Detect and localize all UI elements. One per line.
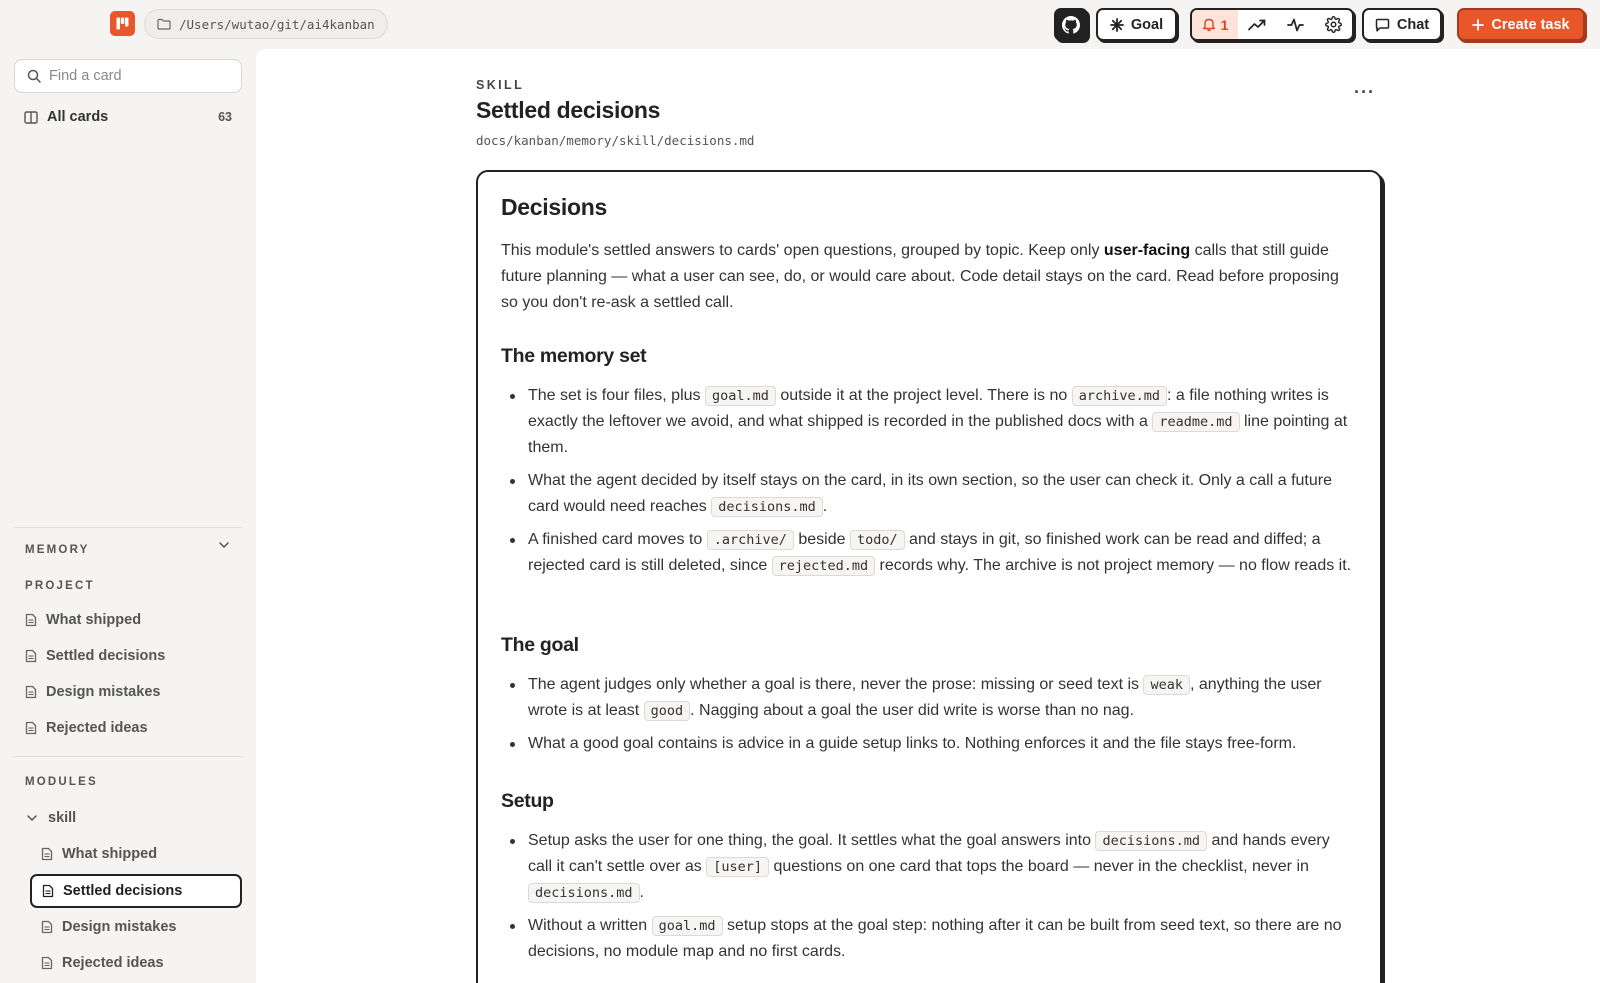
- inline-code: todo/: [850, 530, 905, 550]
- trending-up-icon: [1248, 19, 1266, 31]
- chevron-down-icon: [218, 541, 230, 549]
- text: beside: [793, 531, 850, 548]
- text: line pointing at them.: [528, 413, 1348, 456]
- trends-button[interactable]: [1238, 10, 1276, 39]
- text: This module's settled answers to cards' open questions, grouped by topic. Keep only: [501, 242, 1104, 259]
- nav-item-label: Settled decisions: [46, 648, 166, 664]
- document-icon: [25, 649, 37, 663]
- nav-item-label: What shipped: [46, 612, 142, 628]
- text: Without a written: [528, 917, 652, 934]
- section-heading-goal: The goal: [501, 634, 579, 656]
- columns-icon: [24, 111, 38, 124]
- page-title: Settled decisions: [476, 97, 661, 123]
- nav-item-label: Design mistakes: [46, 684, 161, 700]
- section-heading-setup: Setup: [501, 790, 554, 812]
- module-kicker: SKILL: [476, 78, 525, 92]
- inline-code: decisions.md: [528, 883, 640, 903]
- document-card: [476, 170, 1382, 983]
- text: : a file nothing writes is exactly the leftover we avoid, and what shipped is recorded in the published docs with a: [528, 387, 1329, 430]
- list-item: [501, 383, 1357, 461]
- all-cards-label: All cards: [47, 109, 109, 125]
- text: .: [639, 884, 644, 901]
- text: and hands every call it can't settle over as: [528, 832, 1330, 875]
- inline-code: [user]: [706, 857, 769, 877]
- text: The set is four files, plus: [528, 387, 705, 404]
- search-input[interactable]: [49, 68, 219, 84]
- text: , anything the user wrote is at least: [528, 676, 1322, 719]
- text: The agent judges only whether a goal is there, never the prose: missing or seed text is: [528, 676, 1144, 693]
- project-path-text: /Users/wutao/git/ai4kanban: [179, 16, 375, 32]
- project-item-what-shipped[interactable]: [25, 604, 141, 636]
- nav-item-label: Rejected ideas: [46, 720, 148, 736]
- setup-list: [501, 828, 1357, 972]
- list-item: [501, 913, 1357, 965]
- text: outside it at the project level. There is no: [775, 387, 1072, 404]
- goal-list: [501, 672, 1357, 764]
- memory-section-label: MEMORY: [25, 544, 90, 556]
- list-item: [501, 527, 1357, 579]
- github-icon: [1062, 16, 1080, 34]
- modules-section-label: MODULES: [25, 776, 98, 788]
- project-item-design-mistakes[interactable]: [25, 676, 160, 708]
- module-item-rejected-ideas[interactable]: [41, 947, 164, 979]
- list-item: [501, 468, 1357, 520]
- notifications-button[interactable]: [1192, 10, 1238, 39]
- document-icon: [41, 847, 53, 861]
- notification-count: 1: [1220, 16, 1229, 33]
- emphasis-text: user-facing: [1103, 242, 1191, 259]
- more-options-button[interactable]: ···: [1354, 82, 1375, 102]
- github-button[interactable]: [1054, 8, 1088, 41]
- nav-item-label: Rejected ideas: [62, 955, 164, 971]
- sidebar-divider: [14, 527, 242, 528]
- memory-collapse-button[interactable]: [218, 536, 230, 554]
- document-icon: [25, 685, 37, 699]
- kanban-logo-icon: [116, 17, 129, 30]
- nav-item-label: Settled decisions: [63, 883, 183, 899]
- project-path-button[interactable]: [144, 9, 388, 39]
- document-icon: [41, 920, 53, 934]
- doc-heading: Decisions: [501, 194, 607, 220]
- list-item: [501, 828, 1357, 906]
- list-item: [501, 672, 1357, 724]
- text: setup stops at the goal step: nothing after it can be built from seed text, so there are no decisions, no module map and no first cards.: [528, 917, 1342, 960]
- nav-item-label: Design mistakes: [62, 919, 177, 935]
- inline-code: rejected.md: [772, 556, 875, 576]
- card-search: [14, 59, 242, 93]
- inline-code: goal.md: [652, 916, 723, 936]
- inline-code: weak: [1143, 675, 1190, 695]
- inline-code: goal.md: [705, 386, 776, 406]
- text: records why. The archive is not project memory — no flow reads it.: [875, 557, 1352, 574]
- section-heading-memory-set: The memory set: [501, 345, 647, 367]
- search-icon: [27, 69, 41, 83]
- inline-code: decisions.md: [711, 497, 823, 517]
- text: What the agent decided by itself stays on the card, in its own section, so the user can check it. Only a call a future card would need reaches: [528, 472, 1332, 515]
- module-item-design-mistakes[interactable]: [41, 911, 176, 943]
- chat-button-label: Chat: [1396, 16, 1430, 33]
- chat-bubble-icon: [1375, 18, 1390, 32]
- text: calls that still guide future planning — what a user can see, do, or would care about. Code detail stays on the card. Read before proposing so you don't re-ask a settled call.: [501, 242, 1339, 311]
- inline-code: archive.md: [1072, 386, 1167, 406]
- nav-item-label: What shipped: [62, 846, 158, 862]
- text: and stays in git, so finished work can be read and diffed; a rejected card is still deleted, since: [528, 531, 1321, 574]
- document-icon: [25, 613, 37, 627]
- gear-icon: [1325, 16, 1342, 33]
- app-logo[interactable]: [110, 11, 135, 36]
- activity-icon: [1287, 18, 1304, 32]
- sparkle-icon: [1110, 18, 1124, 32]
- inline-code: good: [644, 701, 691, 721]
- intro-paragraph: [501, 238, 1357, 316]
- toolbar-icon-group: [1190, 8, 1354, 41]
- inline-code: .archive/: [707, 530, 794, 550]
- list-item: [501, 731, 1357, 757]
- text: Setup asks the user for one thing, the goal. It settles what the goal answers into: [528, 832, 1096, 849]
- inline-code: decisions.md: [1095, 831, 1207, 851]
- document-icon: [25, 721, 37, 735]
- project-section-label: PROJECT: [25, 580, 95, 592]
- inline-code: readme.md: [1152, 412, 1239, 432]
- plus-icon: [1472, 19, 1484, 31]
- activity-button[interactable]: [1276, 10, 1314, 39]
- sidebar-divider: [14, 756, 242, 757]
- top-bar: [0, 0, 1600, 49]
- chat-button[interactable]: [1362, 8, 1442, 41]
- all-cards-count: 63: [218, 110, 232, 124]
- create-task-label: Create task: [1491, 16, 1570, 33]
- goal-button-label: Goal: [1130, 16, 1164, 33]
- document-icon: [41, 956, 53, 970]
- folder-icon: [157, 18, 171, 30]
- text: . Nagging about a goal the user did write is worse than no nag.: [690, 702, 1134, 719]
- text: .: [822, 498, 828, 515]
- settings-button[interactable]: [1314, 10, 1352, 39]
- module-item-settled-decisions[interactable]: [30, 874, 242, 908]
- all-cards-item[interactable]: [14, 101, 242, 133]
- memory-set-list: [501, 383, 1357, 586]
- project-item-settled-decisions[interactable]: [25, 640, 165, 672]
- file-path: docs/kanban/memory/skill/decisions.md: [476, 133, 755, 148]
- module-item-what-shipped[interactable]: [41, 838, 157, 870]
- project-item-rejected-ideas[interactable]: [25, 712, 148, 744]
- chevron-down-icon: [26, 814, 38, 822]
- module-name: skill: [48, 810, 77, 826]
- goal-button[interactable]: [1096, 8, 1177, 41]
- bell-icon: [1202, 17, 1216, 32]
- document-icon: [42, 884, 54, 898]
- create-task-button[interactable]: [1457, 8, 1585, 41]
- text: questions on one card that tops the board — never in the checklist, never in: [769, 858, 1309, 875]
- module-skill-toggle[interactable]: [26, 802, 76, 834]
- text: What a good goal contains is advice in a guide setup links to. Nothing enforces it and the file stays free-form.: [528, 735, 1297, 752]
- text: A finished card moves to: [528, 531, 707, 548]
